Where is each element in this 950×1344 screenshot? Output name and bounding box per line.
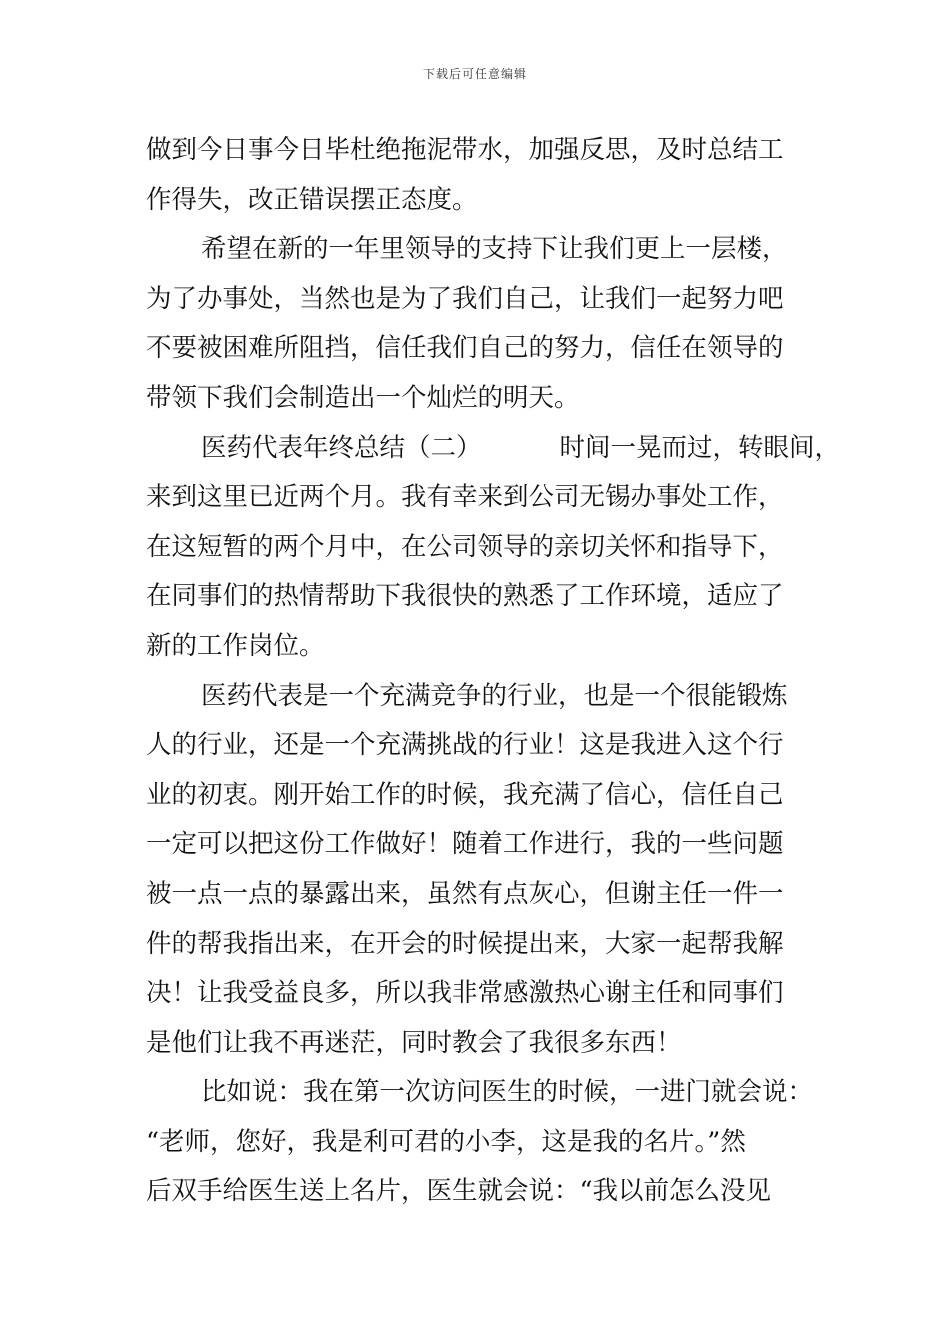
text-line: 一定可以把这份工作做好！随着工作进行，我的一些问题 xyxy=(146,829,784,860)
text-line: 件的帮我指出来，在开会的时候提出来，大家一起帮我解 xyxy=(146,928,784,959)
paragraph-start-line: 希望在新的一年里领导的支持下让我们更上一层楼， xyxy=(201,234,788,265)
text-line: 时间一晃而过，转眼间， xyxy=(559,432,841,463)
text-line: “老师，您好，我是利可君的小李，这是我的名片。”然 xyxy=(146,1126,746,1157)
text-line: 人的行业，还是一个充满挑战的行业！这是我进入这个行 xyxy=(146,730,784,761)
text-line: 决！让我受益良多，所以我非常感激热心谢主任和同事们 xyxy=(146,978,784,1009)
text-line: 在这短暂的两个月中，在公司领导的亲切关怀和指导下， xyxy=(146,531,784,562)
text-line: 做到今日事今日毕杜绝拖泥带水，加强反思，及时总结工 xyxy=(146,135,784,165)
text-line: 是他们让我不再迷茫，同时教会了我很多东西！ xyxy=(146,1027,682,1058)
text-line: 带领下我们会制造出一个灿烂的明天。 xyxy=(146,382,580,413)
text-line: 被一点一点的暴露出来，虽然有点灰心，但谢主任一件一 xyxy=(146,878,784,909)
text-line: 为了办事处，当然也是为了我们自己，让我们一起努力吧 xyxy=(146,283,784,314)
paragraph-start-line: 医药代表是一个充满竞争的行业，也是一个很能锻炼 xyxy=(201,680,788,711)
text-line: 不要被困难所阻挡，信任我们自己的努力，信任在领导的 xyxy=(146,333,784,364)
text-line: 新的工作岗位。 xyxy=(146,630,325,661)
paragraph-start-line: 比如说：我在第一次访问医生的时候，一进门就会说： xyxy=(201,1077,814,1108)
section-heading-line xyxy=(146,428,841,478)
text-line: 来到这里已近两个月。我有幸来到公司无锡办事处工作， xyxy=(146,482,784,513)
text-line: 作得失，改正错误摆正态度。 xyxy=(146,184,478,215)
document-body xyxy=(146,130,841,1221)
page-header: 下载后可任意编辑 xyxy=(422,67,527,81)
text-line: 后双手给医生送上名片，医生就会说：“我以前怎么没见 xyxy=(146,1176,772,1207)
text-line: 业的初衷。刚开始工作的时候，我充满了信心，信任自己 xyxy=(146,779,784,810)
text-line: 在同事们的热情帮助下我很快的熟悉了工作环境，适应了 xyxy=(146,581,784,612)
section-title: 医药代表年终总结（二） xyxy=(201,432,482,463)
